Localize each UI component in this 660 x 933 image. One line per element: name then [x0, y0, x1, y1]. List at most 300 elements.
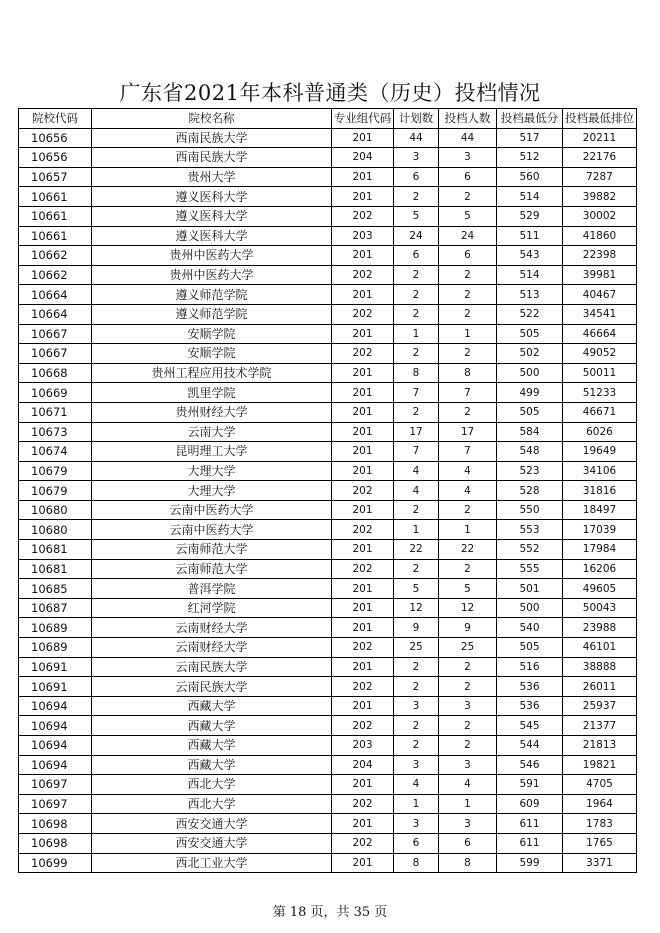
school-name-cell: 西北大学 [92, 775, 332, 795]
group-code-cell: 201 [332, 657, 394, 677]
school-name-cell: 凯里学院 [92, 383, 332, 403]
group-code-cell: 202 [332, 833, 394, 853]
min-rank-cell: 38888 [563, 657, 637, 677]
group-code-cell: 201 [332, 363, 394, 383]
group-code-cell: 202 [332, 304, 394, 324]
table-row [19, 285, 637, 305]
school-code-cell: 10694 [19, 716, 92, 736]
min-rank-cell: 23988 [563, 618, 637, 638]
admitted-count-cell: 2 [439, 657, 497, 677]
school-code-cell: 10685 [19, 579, 92, 599]
column-header: 专业组代码 [332, 109, 394, 129]
school-name-cell: 遵义医科大学 [92, 206, 332, 226]
min-score-cell: 555 [497, 559, 563, 579]
school-name-cell: 贵州中医药大学 [92, 265, 332, 285]
min-rank-cell: 7287 [563, 167, 637, 187]
table-row [19, 559, 637, 579]
min-score-cell: 552 [497, 540, 563, 560]
min-rank-cell: 31816 [563, 481, 637, 501]
admitted-count-cell: 1 [439, 324, 497, 344]
admitted-count-cell: 12 [439, 598, 497, 618]
min-rank-cell: 51233 [563, 383, 637, 403]
min-score-cell: 500 [497, 598, 563, 618]
min-score-cell: 501 [497, 579, 563, 599]
group-code-cell: 202 [332, 794, 394, 814]
admitted-count-cell: 2 [439, 500, 497, 520]
min-rank-cell: 21813 [563, 736, 637, 756]
admitted-count-cell: 3 [439, 755, 497, 775]
min-rank-cell: 22398 [563, 246, 637, 266]
school-code-cell: 10698 [19, 814, 92, 834]
school-code-cell: 10656 [19, 128, 92, 148]
min-score-cell: 512 [497, 148, 563, 168]
admitted-count-cell: 1 [439, 794, 497, 814]
min-rank-cell: 26011 [563, 677, 637, 697]
plan-count-cell: 4 [394, 481, 439, 501]
school-name-cell: 云南财经大学 [92, 638, 332, 658]
group-code-cell: 202 [332, 520, 394, 540]
school-code-cell: 10664 [19, 285, 92, 305]
min-rank-cell: 6026 [563, 422, 637, 442]
min-rank-cell: 1964 [563, 794, 637, 814]
min-score-cell: 517 [497, 128, 563, 148]
school-code-cell: 10691 [19, 677, 92, 697]
page-title: 广东省2021年本科普通类（历史）投档情况 [119, 81, 541, 105]
plan-count-cell: 25 [394, 638, 439, 658]
school-code-cell: 10664 [19, 304, 92, 324]
group-code-cell: 201 [332, 540, 394, 560]
table-row [19, 657, 637, 677]
admitted-count-cell: 2 [439, 716, 497, 736]
school-code-cell: 10697 [19, 775, 92, 795]
admitted-count-cell: 3 [439, 148, 497, 168]
table-row [19, 853, 637, 873]
plan-count-cell: 3 [394, 148, 439, 168]
group-code-cell: 201 [332, 579, 394, 599]
group-code-cell: 201 [332, 128, 394, 148]
admitted-count-cell: 8 [439, 363, 497, 383]
min-rank-cell: 49605 [563, 579, 637, 599]
table-row [19, 814, 637, 834]
admission-table [18, 108, 637, 873]
table-row [19, 833, 637, 853]
plan-count-cell: 24 [394, 226, 439, 246]
table-row [19, 540, 637, 560]
min-score-cell: 513 [497, 285, 563, 305]
admitted-count-cell: 4 [439, 775, 497, 795]
column-header: 投档最低分 [497, 109, 563, 129]
table-row [19, 246, 637, 266]
min-score-cell: 514 [497, 187, 563, 207]
min-score-cell: 522 [497, 304, 563, 324]
school-name-cell: 安顺学院 [92, 344, 332, 364]
school-name-cell: 西安交通大学 [92, 814, 332, 834]
admitted-count-cell: 44 [439, 128, 497, 148]
admitted-count-cell: 8 [439, 853, 497, 873]
min-rank-cell: 21377 [563, 716, 637, 736]
min-score-cell: 609 [497, 794, 563, 814]
table-row [19, 461, 637, 481]
table-row [19, 755, 637, 775]
admitted-count-cell: 2 [439, 736, 497, 756]
admitted-count-cell: 6 [439, 167, 497, 187]
min-score-cell: 548 [497, 442, 563, 462]
school-code-cell: 10681 [19, 559, 92, 579]
group-code-cell: 202 [332, 716, 394, 736]
min-rank-cell: 49052 [563, 344, 637, 364]
group-code-cell: 204 [332, 148, 394, 168]
table-row [19, 402, 637, 422]
min-score-cell: 536 [497, 696, 563, 716]
school-name-cell: 西北大学 [92, 794, 332, 814]
school-name-cell: 大理大学 [92, 481, 332, 501]
school-name-cell: 云南财经大学 [92, 618, 332, 638]
min-rank-cell: 16206 [563, 559, 637, 579]
school-code-cell: 10661 [19, 206, 92, 226]
plan-count-cell: 3 [394, 814, 439, 834]
school-code-cell: 10699 [19, 853, 92, 873]
plan-count-cell: 22 [394, 540, 439, 560]
plan-count-cell: 3 [394, 696, 439, 716]
school-code-cell: 10662 [19, 265, 92, 285]
table-row [19, 677, 637, 697]
plan-count-cell: 44 [394, 128, 439, 148]
min-score-cell: 502 [497, 344, 563, 364]
plan-count-cell: 2 [394, 657, 439, 677]
min-score-cell: 523 [497, 461, 563, 481]
school-name-cell: 安顺学院 [92, 324, 332, 344]
group-code-cell: 201 [332, 285, 394, 305]
school-code-cell: 10671 [19, 402, 92, 422]
school-code-cell: 10694 [19, 696, 92, 716]
plan-count-cell: 5 [394, 206, 439, 226]
school-code-cell: 10667 [19, 344, 92, 364]
group-code-cell: 201 [332, 167, 394, 187]
min-rank-cell: 20211 [563, 128, 637, 148]
school-code-cell: 10674 [19, 442, 92, 462]
min-rank-cell: 34106 [563, 461, 637, 481]
admitted-count-cell: 2 [439, 265, 497, 285]
min-rank-cell: 1765 [563, 833, 637, 853]
min-rank-cell: 19821 [563, 755, 637, 775]
table-row [19, 481, 637, 501]
min-rank-cell: 4705 [563, 775, 637, 795]
plan-count-cell: 1 [394, 520, 439, 540]
school-code-cell: 10679 [19, 481, 92, 501]
school-code-cell: 10657 [19, 167, 92, 187]
admitted-count-cell: 2 [439, 344, 497, 364]
group-code-cell: 202 [332, 559, 394, 579]
plan-count-cell: 5 [394, 579, 439, 599]
school-code-cell: 10698 [19, 833, 92, 853]
school-name-cell: 云南中医药大学 [92, 500, 332, 520]
table-row [19, 500, 637, 520]
table-row [19, 304, 637, 324]
min-score-cell: 611 [497, 814, 563, 834]
group-code-cell: 201 [332, 383, 394, 403]
admitted-count-cell: 4 [439, 481, 497, 501]
column-header: 投档人数 [439, 109, 497, 129]
admitted-count-cell: 5 [439, 206, 497, 226]
group-code-cell: 202 [332, 206, 394, 226]
min-score-cell: 553 [497, 520, 563, 540]
plan-count-cell: 7 [394, 383, 439, 403]
plan-count-cell: 12 [394, 598, 439, 618]
admitted-count-cell: 2 [439, 677, 497, 697]
table-row [19, 696, 637, 716]
table-row [19, 579, 637, 599]
group-code-cell: 201 [332, 853, 394, 873]
admitted-count-cell: 6 [439, 833, 497, 853]
table-row [19, 363, 637, 383]
min-score-cell: 546 [497, 755, 563, 775]
table-row [19, 618, 637, 638]
plan-count-cell: 1 [394, 794, 439, 814]
group-code-cell: 201 [332, 696, 394, 716]
admitted-count-cell: 7 [439, 442, 497, 462]
plan-count-cell: 8 [394, 853, 439, 873]
min-rank-cell: 30002 [563, 206, 637, 226]
table-row [19, 206, 637, 226]
min-score-cell: 514 [497, 265, 563, 285]
plan-count-cell: 1 [394, 324, 439, 344]
admitted-count-cell: 2 [439, 187, 497, 207]
table-row [19, 422, 637, 442]
admitted-count-cell: 2 [439, 402, 497, 422]
school-name-cell: 遵义师范学院 [92, 304, 332, 324]
school-name-cell: 云南师范大学 [92, 540, 332, 560]
min-score-cell: 511 [497, 226, 563, 246]
min-score-cell: 528 [497, 481, 563, 501]
column-header: 院校名称 [92, 109, 332, 129]
school-name-cell: 大理大学 [92, 461, 332, 481]
school-name-cell: 西藏大学 [92, 755, 332, 775]
plan-count-cell: 2 [394, 304, 439, 324]
page-footer: 第 18 页，共 35 页 [272, 905, 388, 920]
school-name-cell: 西南民族大学 [92, 148, 332, 168]
min-score-cell: 505 [497, 324, 563, 344]
school-name-cell: 贵州中医药大学 [92, 246, 332, 266]
school-name-cell: 遵义师范学院 [92, 285, 332, 305]
min-rank-cell: 17984 [563, 540, 637, 560]
min-rank-cell: 41860 [563, 226, 637, 246]
table-body [19, 128, 637, 873]
table-row [19, 344, 637, 364]
min-score-cell: 611 [497, 833, 563, 853]
admitted-count-cell: 1 [439, 520, 497, 540]
school-code-cell: 10689 [19, 618, 92, 638]
group-code-cell: 201 [332, 775, 394, 795]
table-row [19, 383, 637, 403]
column-header: 投档最低排位 [563, 109, 637, 129]
group-code-cell: 201 [332, 814, 394, 834]
column-header: 院校代码 [19, 109, 92, 129]
school-code-cell: 10662 [19, 246, 92, 266]
min-score-cell: 540 [497, 618, 563, 638]
admitted-count-cell: 17 [439, 422, 497, 442]
group-code-cell: 203 [332, 226, 394, 246]
school-name-cell: 西藏大学 [92, 696, 332, 716]
min-score-cell: 584 [497, 422, 563, 442]
plan-count-cell: 4 [394, 775, 439, 795]
admitted-count-cell: 2 [439, 304, 497, 324]
admitted-count-cell: 24 [439, 226, 497, 246]
table-row [19, 167, 637, 187]
plan-count-cell: 2 [394, 500, 439, 520]
school-code-cell: 10668 [19, 363, 92, 383]
plan-count-cell: 2 [394, 344, 439, 364]
school-code-cell: 10680 [19, 500, 92, 520]
school-code-cell: 10681 [19, 540, 92, 560]
group-code-cell: 202 [332, 481, 394, 501]
group-code-cell: 201 [332, 618, 394, 638]
min-rank-cell: 50011 [563, 363, 637, 383]
group-code-cell: 203 [332, 736, 394, 756]
plan-count-cell: 2 [394, 716, 439, 736]
school-code-cell: 10689 [19, 638, 92, 658]
min-score-cell: 499 [497, 383, 563, 403]
min-rank-cell: 46664 [563, 324, 637, 344]
table-row [19, 775, 637, 795]
school-code-cell: 10679 [19, 461, 92, 481]
table-row [19, 638, 637, 658]
plan-count-cell: 17 [394, 422, 439, 442]
school-name-cell: 西南民族大学 [92, 128, 332, 148]
admitted-count-cell: 2 [439, 559, 497, 579]
min-rank-cell: 50043 [563, 598, 637, 618]
school-name-cell: 云南民族大学 [92, 657, 332, 677]
plan-count-cell: 6 [394, 833, 439, 853]
min-rank-cell: 34541 [563, 304, 637, 324]
table-row [19, 265, 637, 285]
min-rank-cell: 39882 [563, 187, 637, 207]
min-score-cell: 545 [497, 716, 563, 736]
school-code-cell: 10687 [19, 598, 92, 618]
group-code-cell: 201 [332, 422, 394, 442]
min-rank-cell: 39981 [563, 265, 637, 285]
min-rank-cell: 22176 [563, 148, 637, 168]
school-code-cell: 10694 [19, 736, 92, 756]
group-code-cell: 201 [332, 402, 394, 422]
plan-count-cell: 8 [394, 363, 439, 383]
min-score-cell: 500 [497, 363, 563, 383]
min-rank-cell: 3371 [563, 853, 637, 873]
min-score-cell: 544 [497, 736, 563, 756]
admitted-count-cell: 22 [439, 540, 497, 560]
group-code-cell: 201 [332, 461, 394, 481]
admitted-count-cell: 6 [439, 246, 497, 266]
school-name-cell: 红河学院 [92, 598, 332, 618]
school-name-cell: 云南民族大学 [92, 677, 332, 697]
plan-count-cell: 2 [394, 402, 439, 422]
min-score-cell: 505 [497, 402, 563, 422]
plan-count-cell: 2 [394, 187, 439, 207]
min-score-cell: 529 [497, 206, 563, 226]
table-row [19, 324, 637, 344]
plan-count-cell: 7 [394, 442, 439, 462]
group-code-cell: 201 [332, 187, 394, 207]
school-name-cell: 普洱学院 [92, 579, 332, 599]
min-rank-cell: 18497 [563, 500, 637, 520]
min-rank-cell: 1783 [563, 814, 637, 834]
school-code-cell: 10667 [19, 324, 92, 344]
table-row [19, 187, 637, 207]
table-row [19, 520, 637, 540]
group-code-cell: 201 [332, 442, 394, 462]
min-score-cell: 550 [497, 500, 563, 520]
plan-count-cell: 6 [394, 246, 439, 266]
group-code-cell: 204 [332, 755, 394, 775]
min-rank-cell: 40467 [563, 285, 637, 305]
min-score-cell: 543 [497, 246, 563, 266]
admitted-count-cell: 7 [439, 383, 497, 403]
school-code-cell: 10656 [19, 148, 92, 168]
school-code-cell: 10691 [19, 657, 92, 677]
min-rank-cell: 46101 [563, 638, 637, 658]
school-name-cell: 西藏大学 [92, 736, 332, 756]
table-row [19, 716, 637, 736]
table-row [19, 226, 637, 246]
plan-count-cell: 6 [394, 167, 439, 187]
table-row [19, 794, 637, 814]
group-code-cell: 202 [332, 265, 394, 285]
min-rank-cell: 19649 [563, 442, 637, 462]
min-rank-cell: 25937 [563, 696, 637, 716]
plan-count-cell: 3 [394, 755, 439, 775]
table-row [19, 736, 637, 756]
school-name-cell: 贵州大学 [92, 167, 332, 187]
school-code-cell: 10694 [19, 755, 92, 775]
group-code-cell: 201 [332, 246, 394, 266]
plan-count-cell: 4 [394, 461, 439, 481]
school-name-cell: 遵义医科大学 [92, 226, 332, 246]
admitted-count-cell: 3 [439, 696, 497, 716]
table-header-row [19, 109, 637, 129]
table-row [19, 148, 637, 168]
admitted-count-cell: 2 [439, 285, 497, 305]
admitted-count-cell: 5 [439, 579, 497, 599]
group-code-cell: 202 [332, 344, 394, 364]
school-code-cell: 10661 [19, 226, 92, 246]
school-name-cell: 遵义医科大学 [92, 187, 332, 207]
plan-count-cell: 2 [394, 559, 439, 579]
school-name-cell: 云南师范大学 [92, 559, 332, 579]
school-name-cell: 昆明理工大学 [92, 442, 332, 462]
group-code-cell: 201 [332, 598, 394, 618]
school-name-cell: 西北工业大学 [92, 853, 332, 873]
admitted-count-cell: 3 [439, 814, 497, 834]
table-row [19, 128, 637, 148]
min-rank-cell: 46671 [563, 402, 637, 422]
min-rank-cell: 17039 [563, 520, 637, 540]
group-code-cell: 202 [332, 677, 394, 697]
admitted-count-cell: 4 [439, 461, 497, 481]
column-header: 计划数 [394, 109, 439, 129]
group-code-cell: 201 [332, 324, 394, 344]
min-score-cell: 505 [497, 638, 563, 658]
school-name-cell: 贵州工程应用技术学院 [92, 363, 332, 383]
group-code-cell: 201 [332, 500, 394, 520]
table-row [19, 442, 637, 462]
min-score-cell: 599 [497, 853, 563, 873]
table-row [19, 598, 637, 618]
plan-count-cell: 9 [394, 618, 439, 638]
school-name-cell: 云南大学 [92, 422, 332, 442]
school-code-cell: 10680 [19, 520, 92, 540]
school-code-cell: 10673 [19, 422, 92, 442]
school-code-cell: 10697 [19, 794, 92, 814]
plan-count-cell: 2 [394, 677, 439, 697]
